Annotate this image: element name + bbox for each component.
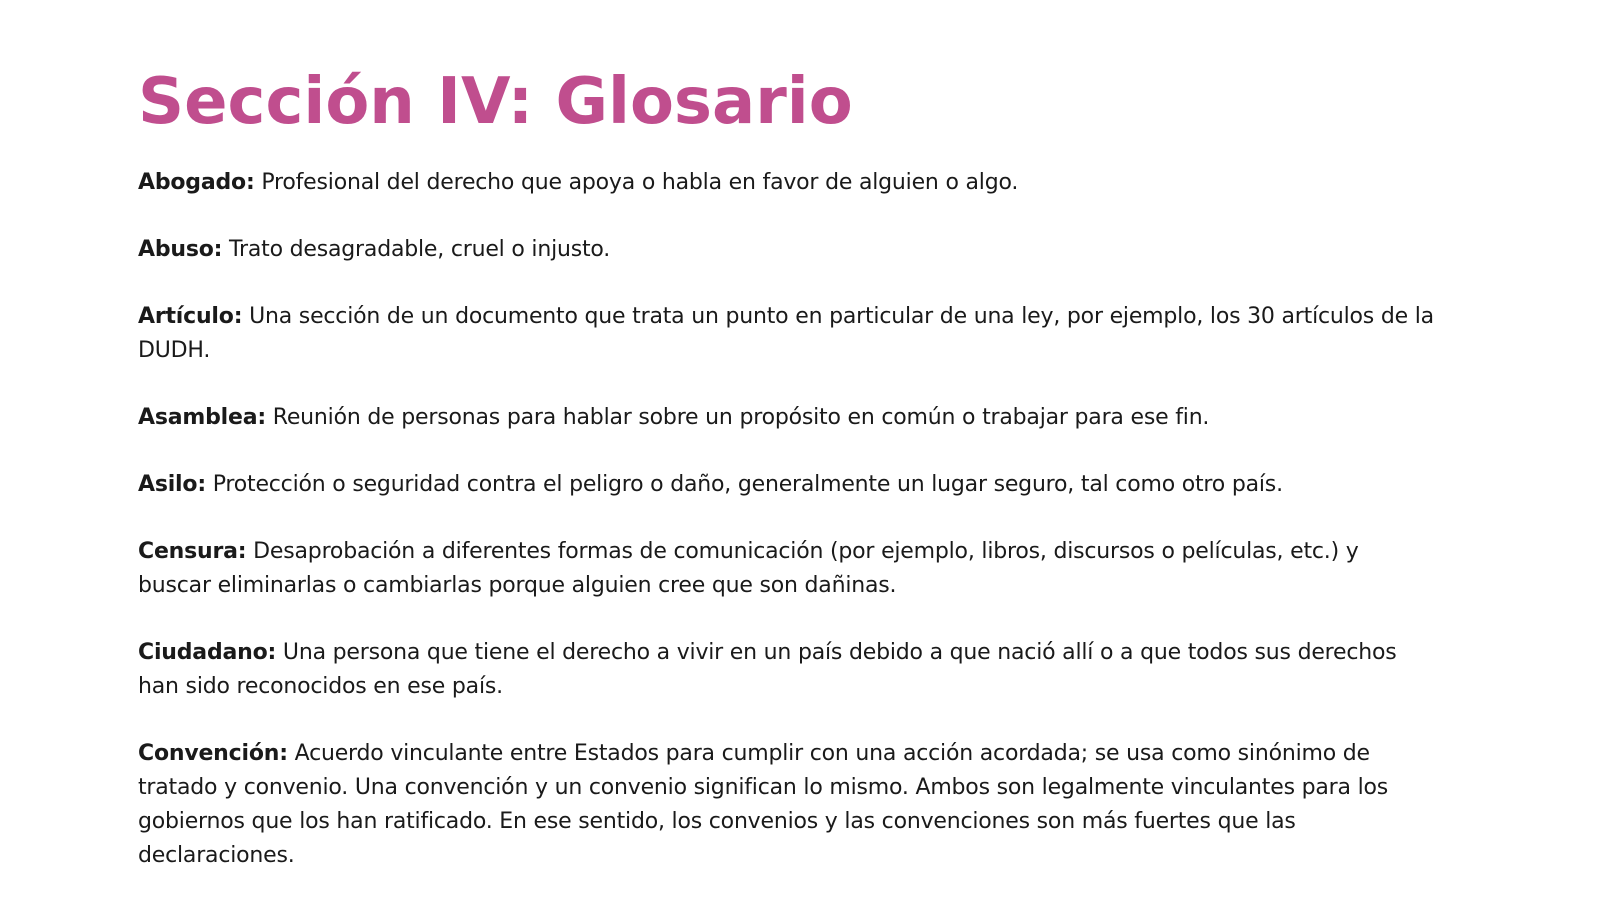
glossary-definition: Protección o seguridad contra el peligro o daño, generalmente un lugar seguro, tal como otro país. [205, 472, 1283, 497]
glossary-definition: Acuerdo vinculante entre Estados para cumplir con una acción acordada; se usa como sinónimo de tratado y convenio. Una convención y un convenio significan lo mismo. Ambos son legalmente vinculantes para los gobiernos que los han ratificado. En ese sentido, los convenios y las convenciones son más fuertes que las declaraciones. [138, 741, 1389, 868]
glossary-term: Asilo: [138, 472, 206, 497]
glossary-definition: Trato desagradable, cruel o injusto. [222, 237, 611, 262]
glossary-entry-articulo [138, 300, 1438, 368]
glossary-entry-censura [138, 535, 1438, 603]
document-page [138, 62, 1438, 873]
glossary-term: Abogado: [138, 170, 255, 195]
glossary-entry-abogado [138, 166, 1438, 200]
glossary-entry-asamblea [138, 401, 1438, 435]
glossary-term: Ciudadano: [138, 640, 277, 665]
glossary-definition: Profesional del derecho que apoya o habla en favor de alguien o algo. [254, 170, 1019, 195]
glossary-entry-abuso [138, 233, 1438, 267]
glossary-entry-convencion [138, 737, 1438, 873]
glossary-term: Artículo: [138, 304, 243, 329]
glossary-list [138, 166, 1438, 873]
glossary-term: Abuso: [138, 237, 223, 262]
glossary-term: Asamblea: [138, 405, 266, 430]
glossary-definition: Desaprobación a diferentes formas de comunicación (por ejemplo, libros, discursos o películas, etc.) y buscar eliminarlas o cambiarlas porque alguien cree que son dañinas. [138, 539, 1359, 598]
glossary-term: Convención: [138, 741, 288, 766]
glossary-definition: Una persona que tiene el derecho a vivir en un país debido a que nació allí o a que todos sus derechos han sido reconocidos en ese país. [138, 640, 1397, 699]
section-title: Sección IV: Glosario [138, 65, 853, 139]
glossary-entry-asilo [138, 468, 1438, 502]
glossary-entry-ciudadano [138, 636, 1438, 704]
glossary-definition: Reunión de personas para hablar sobre un propósito en común o trabajar para ese fin. [265, 405, 1210, 430]
glossary-definition: Una sección de un documento que trata un punto en particular de una ley, por ejemplo, los 30 artículos de la DUDH. [138, 304, 1434, 363]
glossary-term: Censura: [138, 539, 247, 564]
